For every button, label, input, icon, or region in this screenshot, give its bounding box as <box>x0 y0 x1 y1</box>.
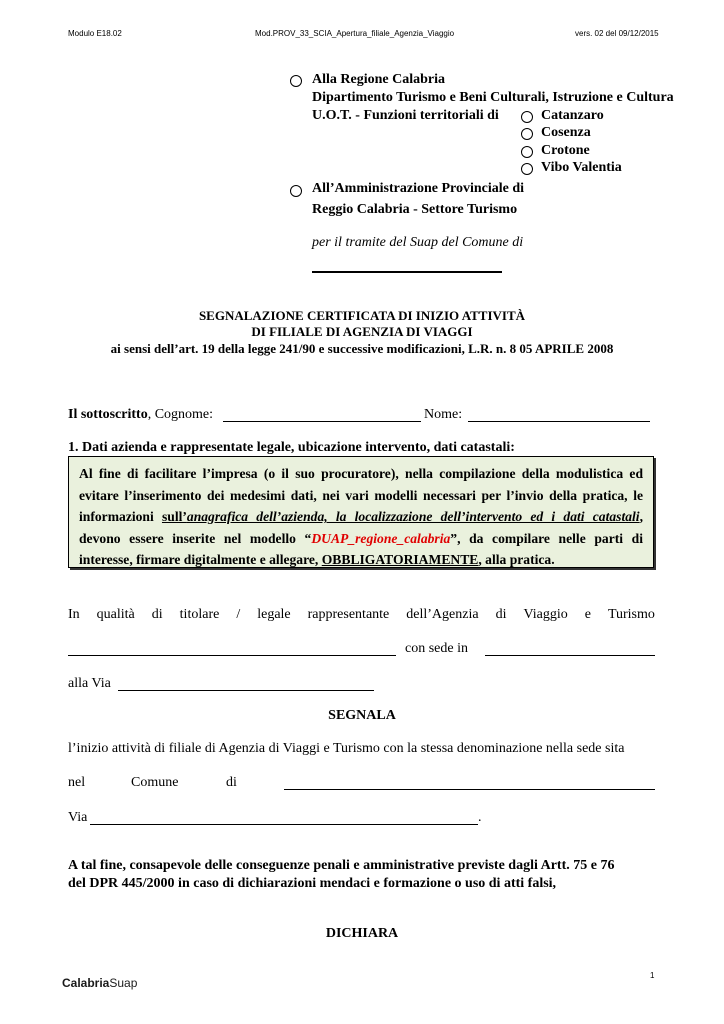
uot-option-crotone: Crotone <box>541 143 590 158</box>
title-line2: DI FILIALE DI AGENZIA DI VIAGGI <box>251 324 473 339</box>
via-field[interactable] <box>118 690 374 691</box>
info-text-anagrafica: anagrafica dell’azienda, la localizzazione dell’intervento ed i dati catastali <box>186 509 640 524</box>
consequences-line1: A tal fine, consapevole delle conseguenze penali e amministrative previste dagli Artt. 75 e 76 <box>68 858 615 873</box>
radio-crotone[interactable] <box>521 146 533 158</box>
agency-name-field[interactable] <box>68 655 396 656</box>
sede-field[interactable] <box>485 655 655 656</box>
header-version: vers. 02 del 09/12/2015 <box>575 29 659 38</box>
radio-regione[interactable] <box>290 75 302 87</box>
comune-field[interactable] <box>284 789 655 790</box>
qualita-word: Viaggio <box>523 607 568 622</box>
province-line1: All’Amministrazione Provinciale di <box>312 181 525 196</box>
province-line2: Reggio Calabria - Settore Turismo <box>312 202 518 217</box>
qualita-word: rappresentante <box>307 607 390 622</box>
model-name: DUAP_regione_calabria <box>311 530 451 546</box>
radio-vibo-valentia[interactable] <box>521 163 533 175</box>
qualita-word: In <box>68 607 80 622</box>
uot-option-vibo-valentia: Vibo Valentia <box>541 160 622 175</box>
logo-bold: Calabria <box>62 976 110 990</box>
qualita-word: e <box>584 607 591 622</box>
segnala-heading: SEGNALA <box>328 708 396 723</box>
title-line1: SEGNALAZIONE CERTIFICATA DI INIZIO ATTIVITÀ <box>198 308 526 323</box>
signer-label: Il sottoscritto <box>68 407 148 422</box>
con-sede-label: con sede in <box>405 641 468 656</box>
info-text-sull: sull’ <box>161 509 187 524</box>
qualita-word: Turismo <box>607 607 655 622</box>
qualita-word: di <box>495 607 507 622</box>
qualita-word: titolare <box>179 607 220 622</box>
calabriasuap-logo <box>62 976 137 990</box>
header-module-code: Modulo E18.02 <box>68 29 122 38</box>
logo-regular: Suap <box>109 976 138 990</box>
nel-label: nel <box>68 775 86 790</box>
radio-provincia[interactable] <box>290 185 302 197</box>
qualita-word: qualità <box>96 607 135 622</box>
suap-comune-field[interactable] <box>312 271 502 273</box>
qualita-word: dell’Agenzia <box>406 607 479 622</box>
region-line3: U.O.T. - Funzioni territoriali di <box>312 108 499 123</box>
info-text-part7: , alla pratica. <box>478 552 555 567</box>
header-document-name: Mod.PROV_33_SCIA_Apertura_filiale_Agenzia_Viaggio <box>255 29 455 38</box>
comune-label: Comune <box>131 775 179 790</box>
qualita-word: di <box>151 607 163 622</box>
radio-catanzaro[interactable] <box>521 111 533 123</box>
section1-heading: 1. Dati azienda e rappresentate legale, ubicazione intervento, dati catastali: <box>68 440 515 455</box>
region-line2: Dipartimento Turismo e Beni Culturali, Istruzione e Cultura <box>312 90 674 105</box>
uot-option-cosenza: Cosenza <box>541 125 591 140</box>
consequences-line2: del DPR 445/2000 in caso di dichiarazioni mendaci e formazione o uso di atti falsi, <box>68 876 557 891</box>
name-field[interactable] <box>468 421 650 422</box>
title-line3: ai sensi dell’art. 19 della legge 241/90 e successive modificazioni, L.R. n. 8 05 APRILE 2008 <box>110 341 614 356</box>
qualita-row <box>68 607 655 623</box>
di-label: di <box>226 775 237 790</box>
signer-row <box>68 407 213 423</box>
name-label: Nome: <box>424 407 463 422</box>
info-text-part4: , devono essere inserite nel modello “ <box>79 509 643 546</box>
region-line1: Alla Regione Calabria <box>312 72 445 87</box>
info-box-text <box>79 463 643 571</box>
via2-label: Via <box>68 810 88 825</box>
uot-option-catanzaro: Catanzaro <box>541 108 604 123</box>
page-number: 1 <box>650 971 655 980</box>
surname-label: , Cognome: <box>147 407 214 422</box>
info-text-obbligatoriamente: OBBLIGATORIAMENTE <box>321 552 479 567</box>
via2-field[interactable] <box>90 824 478 825</box>
alla-via-label: alla Via <box>68 676 111 691</box>
dichiara-heading: DICHIARA <box>325 926 399 941</box>
info-text-part1: Al fine di facilitare l’impresa (o il suo procuratore), nella compilazione della modulistica ed evitare l’inserimento dei medesimi dati, nei vari modelli necessari per l’invio della pratica, le informazioni <box>79 466 643 524</box>
radio-cosenza[interactable] <box>521 128 533 140</box>
qualita-word: legale <box>257 607 291 622</box>
info-box <box>68 456 654 568</box>
via2-period: . <box>478 810 482 825</box>
info-text-part5: ”, da compilare nelle parti di interesse, firmare digitalmente e allegare, <box>79 530 643 567</box>
qualita-word: / <box>236 607 241 622</box>
surname-field[interactable] <box>223 421 421 422</box>
inizio-text: l’inizio attività di filiale di Agenzia di Viaggi e Turismo con la stessa denominazione nella sede sita <box>68 741 625 756</box>
suap-label: per il tramite del Suap del Comune di <box>312 235 524 250</box>
